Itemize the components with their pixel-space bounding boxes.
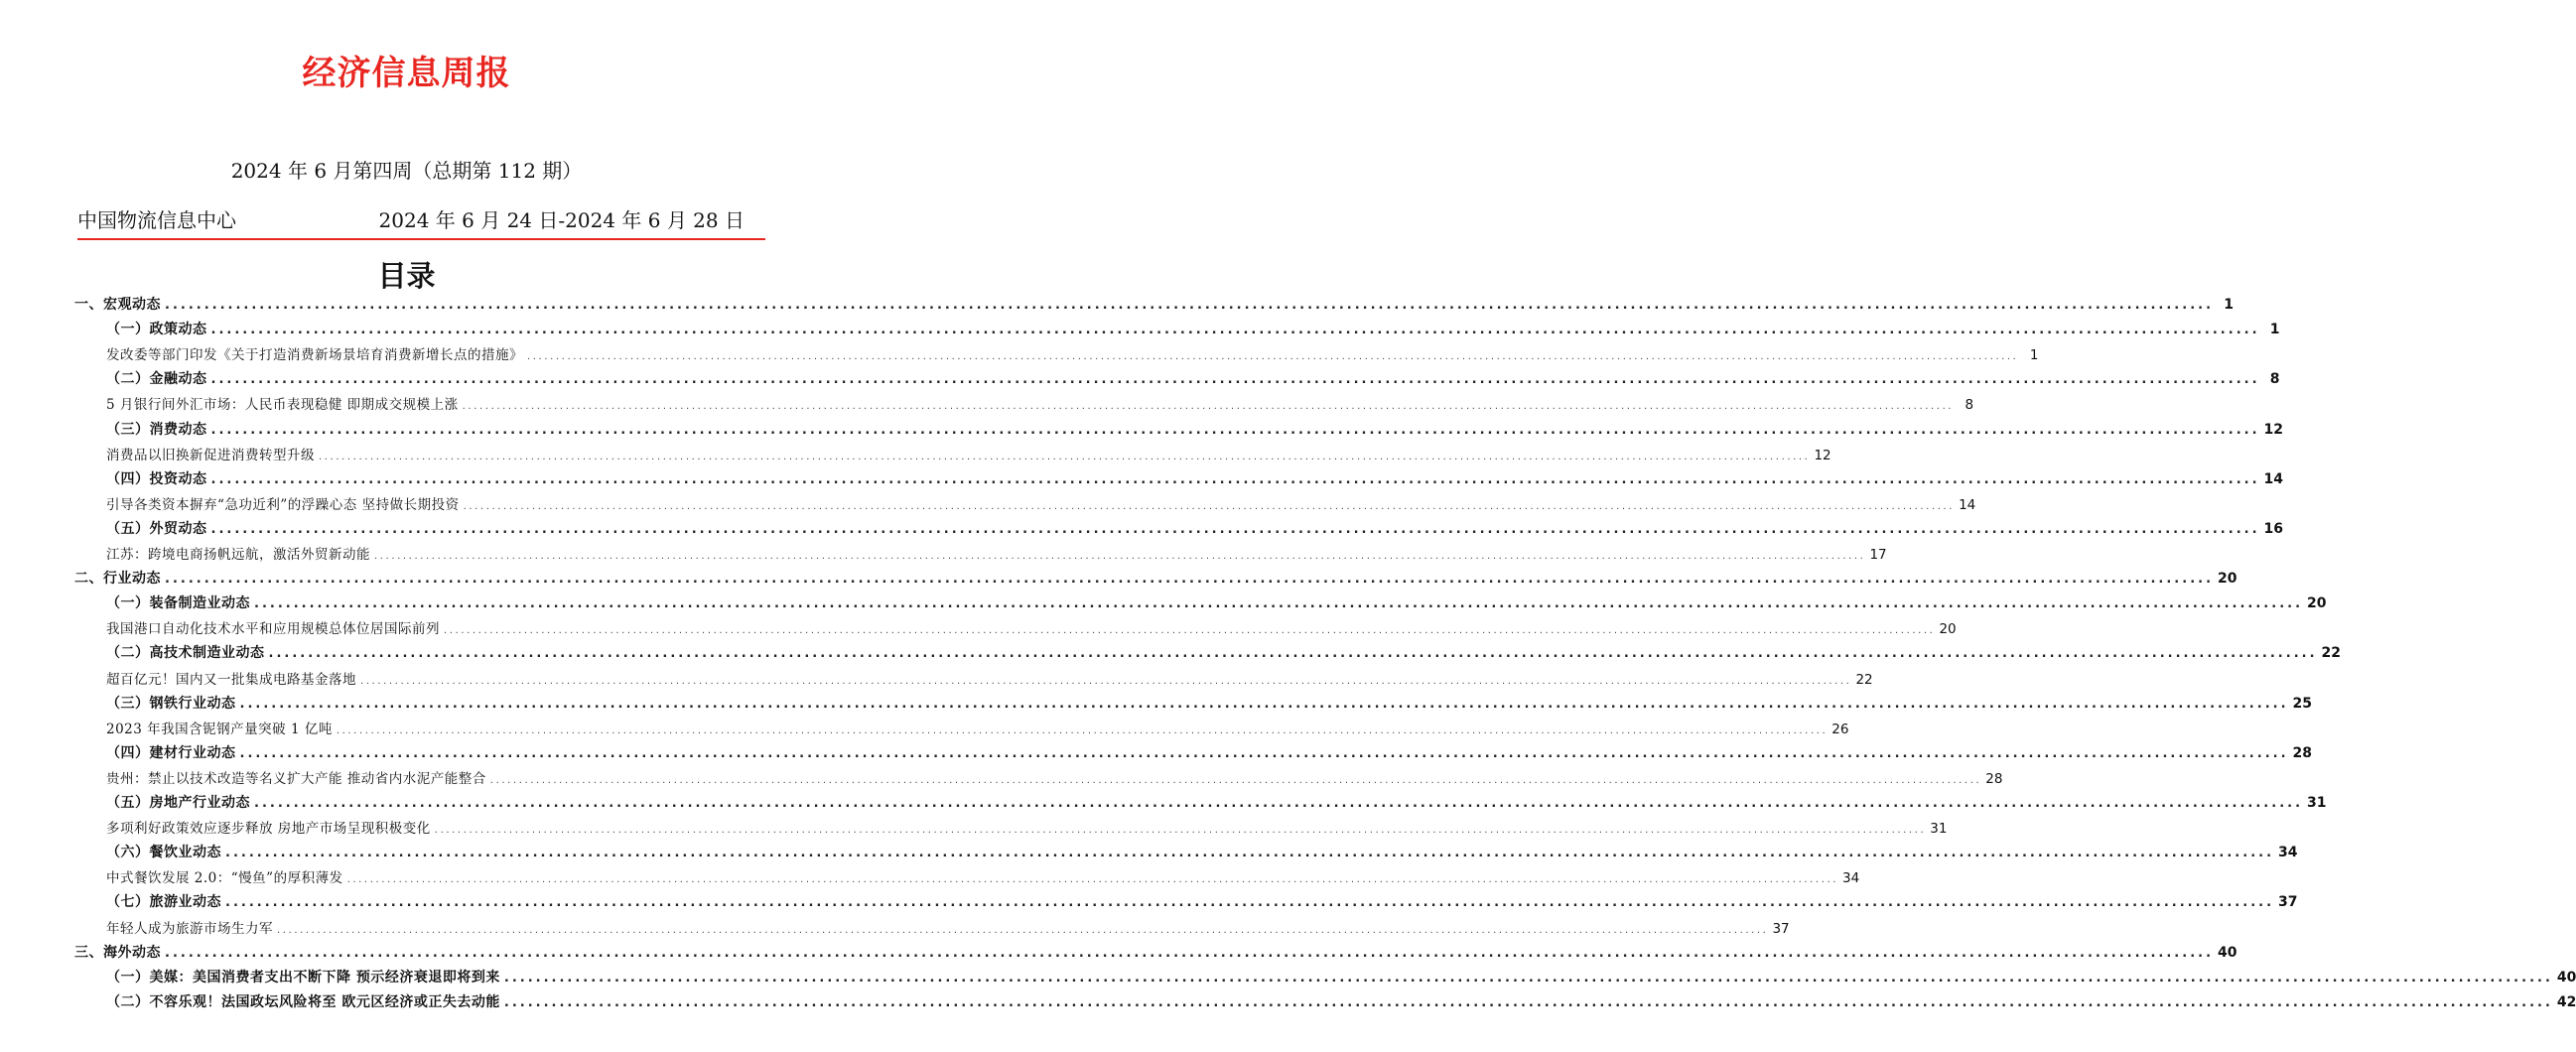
- toc-entry-page: 17: [1869, 547, 1887, 563]
- toc-entry-title: （五）房地产行业动态: [106, 795, 250, 811]
- toc-entry-title: （二）不容乐观！法国政坛风险将至 欧元区经济或正失去动能: [106, 993, 500, 1010]
- toc-entry[interactable]: [106, 718, 1849, 739]
- toc-title: 目录: [377, 259, 436, 293]
- toc-entry-page: 37: [2278, 894, 2298, 911]
- toc-entry-title: （四）投资动态: [106, 470, 207, 487]
- toc-entry-title: 多项利好政策效应逐步释放 房地产市场呈现积极变化: [106, 821, 431, 838]
- toc-entry-title: 发改委等部门印发《关于打造消费新场景培育消费新增长点的措施》: [106, 347, 523, 364]
- toc-entry[interactable]: [106, 792, 2327, 814]
- toc-leader-dots: ....................................................................................................................................................................................................................................................................: [254, 796, 2304, 811]
- toc-leader-dots: ....................................................................................................................................................................................................................................................................: [277, 924, 1769, 936]
- toc-entry-title: 我国港口自动化技术水平和应用规模总体位居国际前列: [106, 621, 440, 638]
- toc-entry[interactable]: [106, 967, 2576, 988]
- toc-leader-dots: ....................................................................................................................................................................................................................................................................: [434, 825, 1927, 837]
- toc-entry[interactable]: [106, 518, 2283, 540]
- toc-leader-dots: ....................................................................................................................................................................................................................................................................: [210, 521, 2260, 537]
- toc-leader-dots: ....................................................................................................................................................................................................................................................................: [463, 500, 1956, 512]
- toc-leader-dots: ....................................................................................................................................................................................................................................................................: [527, 351, 2019, 363]
- toc-entry[interactable]: [106, 319, 2280, 340]
- toc-entry-title: 贵州：禁止以技术改造等名义扩大产能 推动省内水泥产能整合: [106, 770, 486, 787]
- info-row: [77, 204, 745, 234]
- toc-leader-dots: ....................................................................................................................................................................................................................................................................: [360, 675, 1852, 687]
- toc-entry[interactable]: [106, 617, 1957, 639]
- toc-entry-page: 14: [1959, 496, 1976, 513]
- toc-entry-page: 8: [1965, 397, 1974, 414]
- toc-entry[interactable]: [106, 991, 2576, 1013]
- toc-leader-dots: ....................................................................................................................................................................................................................................................................: [165, 945, 2215, 961]
- toc-entry[interactable]: [106, 891, 2298, 913]
- toc-entry-title: （二）高技术制造业动态: [106, 645, 265, 662]
- toc-entry-page: 26: [1831, 721, 1849, 737]
- toc-entry[interactable]: [106, 343, 2039, 365]
- toc-entry[interactable]: [74, 294, 2235, 316]
- toc-entry[interactable]: [106, 468, 2283, 490]
- toc-entry-title: （一）装备制造业动态: [106, 595, 250, 612]
- toc-entry[interactable]: [106, 817, 1948, 839]
- toc-leader-dots: ....................................................................................................................................................................................................................................................................: [210, 372, 2260, 388]
- toc-entry[interactable]: [106, 592, 2327, 614]
- toc-leader-dots: ....................................................................................................................................................................................................................................................................: [225, 846, 2275, 861]
- toc-entry-title: 引导各类资本摒弃“急功近利”的浮躁心态 坚持做长期投资: [106, 496, 460, 513]
- toc-entry-page: 28: [1985, 770, 2003, 787]
- header-divider: [77, 238, 765, 240]
- toc-entry-title: 二、行业动态: [74, 571, 161, 588]
- date-range: 2024 年 6 月 24 日-2024 年 6 月 28 日: [378, 208, 745, 232]
- toc-entry[interactable]: [74, 568, 2237, 590]
- toc-leader-dots: ....................................................................................................................................................................................................................................................................: [503, 994, 2553, 1010]
- toc-entry-page: 1: [2269, 322, 2280, 338]
- toc-entry-title: 消费品以旧换新促进消费转型升级: [106, 447, 315, 463]
- toc-entry[interactable]: [106, 642, 2341, 664]
- toc-entry-title: 三、海外动态: [74, 944, 161, 961]
- toc-entry-page: 8: [2269, 371, 2280, 388]
- toc-entry-title: 中式餐饮发展 2.0：“慢鱼”的厚积薄发: [106, 870, 343, 887]
- toc-entry-page: 1: [2029, 347, 2039, 364]
- toc-entry-title: 超百亿元！国内又一批集成电路基金落地: [106, 671, 356, 688]
- toc-leader-dots: ....................................................................................................................................................................................................................................................................: [462, 401, 1955, 413]
- toc-entry-title: （一）美媒：美国消费者支出不断下降 预示经济衰退即将到来: [106, 969, 500, 986]
- toc-entry[interactable]: [106, 693, 2312, 715]
- toc-leader-dots: ....................................................................................................................................................................................................................................................................: [268, 646, 2318, 662]
- toc-entry-page: 20: [2218, 571, 2237, 588]
- toc-entry-page: 12: [1814, 447, 1831, 463]
- toc-entry-title: （五）外贸动态: [106, 520, 207, 537]
- toc-leader-dots: ....................................................................................................................................................................................................................................................................: [239, 745, 2289, 761]
- toc-entry[interactable]: [74, 942, 2237, 964]
- toc-entry-page: 42: [2556, 993, 2576, 1010]
- toc-entry-page: 31: [2307, 795, 2327, 811]
- toc-leader-dots: ....................................................................................................................................................................................................................................................................: [210, 422, 2260, 438]
- toc-entry[interactable]: [106, 444, 1831, 465]
- toc-entry-page: 12: [2263, 421, 2283, 438]
- toc-entry[interactable]: [106, 393, 1974, 415]
- toc-entry[interactable]: [106, 668, 1873, 690]
- toc-entry[interactable]: [106, 917, 1790, 939]
- toc-entry-page: 31: [1930, 821, 1948, 838]
- toc-entry-title: （三）钢铁行业动态: [106, 695, 236, 712]
- toc-entry-page: 37: [1772, 920, 1790, 937]
- toc-entry-title: 年轻人成为旅游市场生力军: [106, 920, 273, 937]
- toc-entry-page: 34: [1842, 870, 1860, 887]
- toc-entry-page: 20: [1939, 621, 1957, 638]
- toc-entry[interactable]: [106, 866, 1860, 888]
- toc-entry-page: 34: [2278, 845, 2298, 861]
- toc-entry-page: 1: [2224, 297, 2235, 313]
- toc-entry-title: （四）建材行业动态: [106, 744, 236, 761]
- toc-entry-page: 22: [2321, 645, 2341, 662]
- toc-entry[interactable]: [106, 842, 2298, 863]
- toc-leader-dots: ....................................................................................................................................................................................................................................................................: [319, 451, 1811, 462]
- toc-entry-title: （一）政策动态: [106, 322, 207, 338]
- toc-leader-dots: ....................................................................................................................................................................................................................................................................: [239, 696, 2289, 712]
- toc-leader-dots: ....................................................................................................................................................................................................................................................................: [165, 572, 2215, 588]
- toc-entry-title: 2023 年我国含铌钢产量突破 1 亿吨: [106, 721, 333, 737]
- toc-leader-dots: ....................................................................................................................................................................................................................................................................: [165, 298, 2215, 313]
- toc-entry-title: （六）餐饮业动态: [106, 845, 221, 861]
- toc-leader-dots: ....................................................................................................................................................................................................................................................................: [489, 774, 1982, 786]
- toc-entry-page: 20: [2307, 595, 2327, 612]
- toc-leader-dots: ....................................................................................................................................................................................................................................................................: [210, 323, 2260, 338]
- toc-entry-title: （七）旅游业动态: [106, 894, 221, 911]
- toc-entry-page: 40: [2556, 969, 2576, 986]
- toc-entry-page: 28: [2292, 744, 2312, 761]
- toc-leader-dots: ....................................................................................................................................................................................................................................................................: [210, 471, 2260, 487]
- toc-entry-title: 5 月银行间外汇市场：人民币表现稳健 即期成交规模上涨: [106, 397, 459, 414]
- toc-entry[interactable]: [106, 742, 2312, 764]
- toc-entry-page: 22: [1855, 671, 1873, 688]
- toc-leader-dots: ....................................................................................................................................................................................................................................................................: [254, 596, 2304, 612]
- toc-entry-page: 40: [2218, 944, 2237, 961]
- toc-entry-page: 16: [2263, 520, 2283, 537]
- toc-leader-dots: ....................................................................................................................................................................................................................................................................: [444, 625, 1936, 637]
- toc-entry[interactable]: [106, 368, 2280, 390]
- toc-entry[interactable]: [106, 543, 1887, 565]
- toc-entry-title: 一、宏观动态: [74, 297, 161, 313]
- toc-entry-page: 14: [2263, 470, 2283, 487]
- toc-entry-title: （三）消费动态: [106, 421, 207, 438]
- toc-entry-page: 25: [2292, 695, 2312, 712]
- issue-number: 2024 年 6 月第四周（总期第 112 期）: [230, 159, 583, 183]
- toc-leader-dots: ....................................................................................................................................................................................................................................................................: [374, 551, 1866, 562]
- toc-leader-dots: ....................................................................................................................................................................................................................................................................: [225, 895, 2275, 911]
- toc-leader-dots: ....................................................................................................................................................................................................................................................................: [336, 724, 1829, 736]
- toc-entry[interactable]: [106, 419, 2283, 441]
- toc-leader-dots: ....................................................................................................................................................................................................................................................................: [346, 874, 1839, 886]
- toc-entry-title: （二）金融动态: [106, 371, 207, 388]
- publisher: 中国物流信息中心: [77, 208, 236, 232]
- toc-entry[interactable]: [106, 767, 2003, 789]
- toc-leader-dots: ....................................................................................................................................................................................................................................................................: [503, 970, 2553, 986]
- toc-entry[interactable]: [106, 493, 1976, 515]
- report-title: 经济信息周报: [302, 54, 511, 93]
- toc-entry-title: 江苏：跨境电商扬帆远航，激活外贸新动能: [106, 547, 370, 563]
